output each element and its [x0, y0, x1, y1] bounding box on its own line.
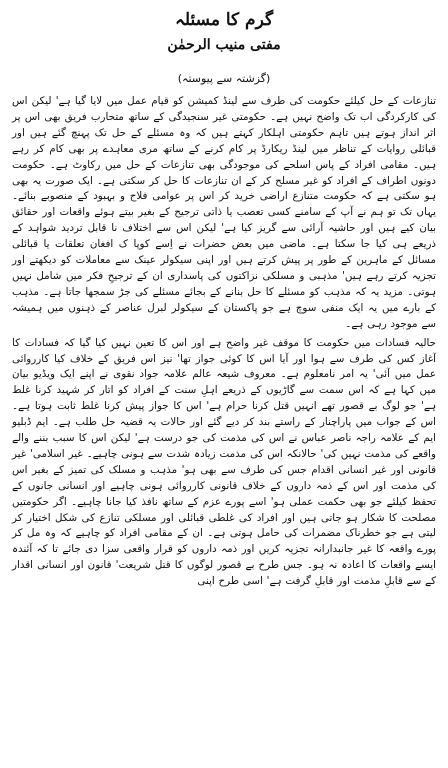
paragraph-2: حالیہ فسادات میں حکومت کا موقف غیر واضح ہے اور اس کا تعین نہیں کیا گیا کہ فسادات کا آغاز کس کی طرف سے ہوا اور آیا اس کا کوئی جواز تھا' نیز اس فریق کے خلاف کیا کارروائی عمل میں آئی' یہ امر نامعلوم ہے۔ معروف شیعہ عالم علامہ جواد نقوی نے اپنے ایک ویڈیو بیان میں کہا ہے کہ اس سمت سے گاڑیوں کے ذریعے اہلِ سنت کے افراد کو اتار کر شہید کرنا غلط ہے' جو لوگ بے قصور تھے انہیں قتل کرنا حرام ہے' اس کا جواز پیش کرنا غلط ثابت ہوتا ہے۔ اس کے جواب میں پاراچنار کے راستے بند کر دیے گئے اور حالات یہ قضیہ حل طلب ہے۔ ایم ڈبلیو ایم کے علامہ راجہ ناصر عباس نے اس کی مذمت کی جو درست ہے' لیکن اس کا سبب بننے والے واقعے کی مذمت نہیں کی' حالانکہ اس کی مذمت زیادہ شدت سے ہونی چاہیے۔ غیر اسلامی' غیر قانونی اور غیر انسانی اقدام جس کی طرف سے بھی ہو' مذہب و مسلک کی تمیز کے بغیر اس کی مذمت اور اس کے ذمہ داروں کے خلاف قانونی کارروائی ہونی چاہیے اور انسانی جانوں کے تحفظ کیلئے جو بھی حکمت عملی ہو' اسے پورے عزم کے ساتھ نافذ کیا جانا چاہیے۔ اگر حکومتیں مصلحت کا شکار ہو جاتی ہیں اور افراد کی غلطی قبائلی اور مسلکی تنازع کی شکل اختیار کر لیتی ہے جو خطرناک مضمرات کی حامل ہوتی ہے۔ ان کے مقامی افراد کو چاہیے کہ وہ مل کر پورے واقعہ کا غیر جانبدارانہ تجزیہ کریں اور ذمہ داروں کو قرار واقعی سزا دی جائے تا کہ آئندہ ایسے واقعات کا اعادہ نہ ہو۔ جس طرح بے قصور لوگوں کا قتل شریعت' قانون اور انسانی اقدار کے سے قابلِ مذمت اور قابلِ گرفت ہے' اسی طرح اپنی	[12, 336, 436, 588]
paragraph-1: تنازعات کے حل کیلئے حکومت کی طرف سے لینڈ کمیشن کو قیام عمل میں لایا گیا ہے' لیکن اس کی کارکردگی اب تک واضح نہیں ہے۔ حکومتی غیر سنجیدگی کے ساتھ متحارب فریق بھی اس پر اثر انداز ہوتے ہیں تاہم حکومتی اہلکار کہتے ہیں کہ وہ مسئلے کے حل تک پہنچ گئے ہیں اور قبائلی روایات کے تناظر میں لینڈ ریکارڈ پر کام کرنے کے ساتھ مری معاہدے پر بھی کام کر رہے ہیں۔ مقامی افراد کے پاس اسلحے کی موجودگی بھی تنازعات کے حل میں رکاوٹ ہے۔ حکومت دونوں اطراف کے افراد کو غیر مسلح کر کے ان تنازعات کا حل کر سکتی ہے۔ ایک صورت یہ بھی ہو سکتی ہے کہ حکومت متنازع اراضی خرید کر اس پر عوامی فلاح و بہبود کے منصوبے بنائے۔ یہاں تک تو ہم نے آپ کے سامنے کسی تعصب یا ذاتی ترجیح کے بغیر بیتے ہوئے واقعات اور حقائق بیان کیے ہیں اور حاشیہ آرائی سے گریز کیا ہے' لیکن اس سے اختلاف نا قابل تردید شواہد کے ذریعے ہی کیا جا سکتا ہے۔ ماضی میں بعض حضرات نے اِسے کوپا ک افغان تعلقات یا قبائلی مسائل کے ماہرین کے طور پر پیش کرتے ہیں اور اپنی سیکولر عینک سے معاملات کو دیکھتے اور تجزیہ کرتے رہے ہیں' مذہبی و مسلکی نزاکتوں کی پاسداری ان کے ترجیحِ فکر میں شامل نہیں ہوتی۔ مزید یہ کہ مذہب کو مسئلے کا حل بنانے کے بجائے مسئلے کی جڑ سمجھا جاتا ہے۔ مذہب کے بارے میں یہ ایک منفی سوچ ہے جو پاکستان کے سیکولر لبرل عناصر کے ذہنوں میں ہمیشہ سے موجود رہی ہے۔	[12, 95, 436, 330]
article-title: گرم کا مسئلہ	[174, 10, 274, 30]
continued-label: (گزشتہ سے پیوستہ)	[177, 72, 271, 85]
article-body	[12, 94, 436, 590]
author-byline: مفتی منیب الرحمٰن	[167, 37, 281, 53]
